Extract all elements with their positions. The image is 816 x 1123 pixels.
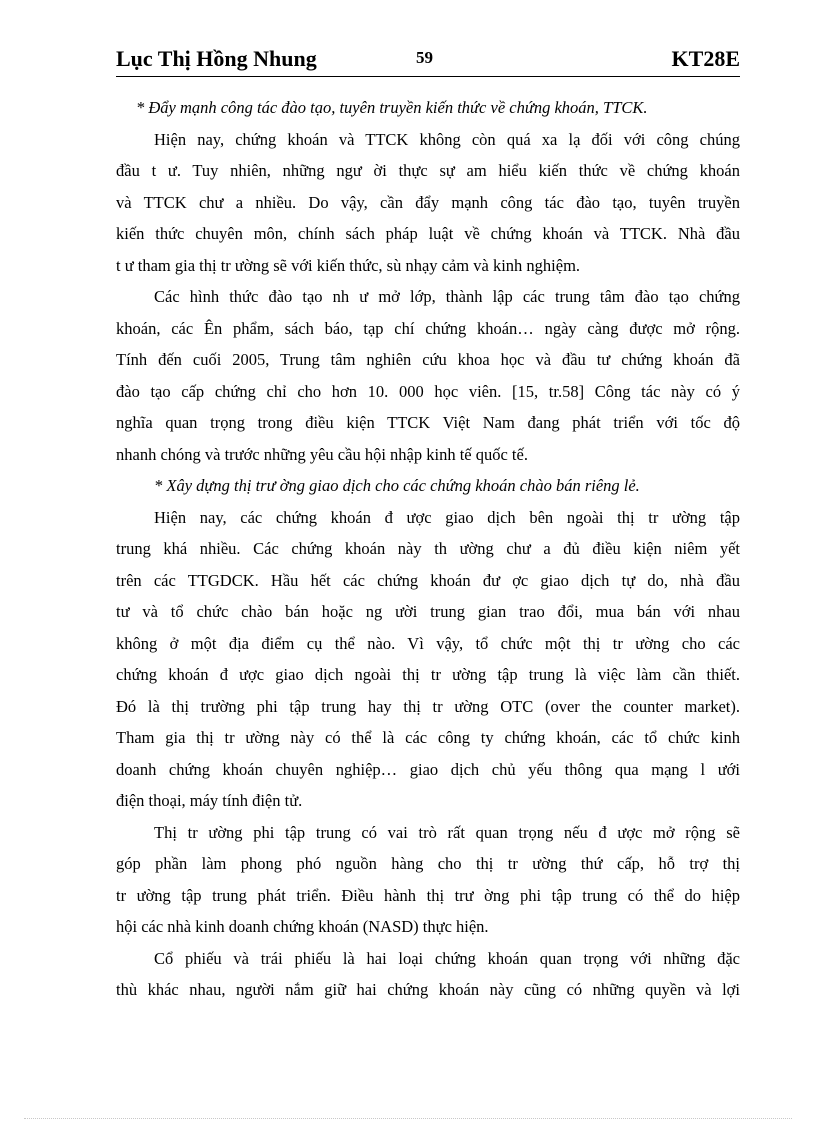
paragraph-line: nhanh chóng và trước những yêu cầu hội nhập kinh tế quốc tế. <box>116 444 528 464</box>
paragraph-line: đầu t ư. Tuy nhiên, những ngư ời thực sự am hiểu kiến thức về chứng khoán <box>116 161 740 180</box>
paragraph-line: Tính đến cuối 2005, Trung tâm nghiên cứu khoa học và đầu tư chứng khoán đã <box>116 350 740 369</box>
paragraph-line: tr ường tập trung phát triển. Điều hành thị trư ờng phi tập trung có thể do hiệp <box>116 885 740 905</box>
paragraph-line: trên các TTGDCK. Hầu hết các chứng khoán đư ợc giao dịch tự do, nhà đầu <box>116 570 740 590</box>
paragraph-line: Hiện nay, chứng khoán và TTCK không còn quá xa lạ đối với công chúng <box>154 129 740 149</box>
paragraph-line: kiến thức chuyên môn, chính sách pháp luật về chứng khoán và TTCK. Nhà đầu <box>116 224 740 243</box>
page-header <box>116 44 740 80</box>
body-text <box>116 92 740 1006</box>
paragraph-line: và TTCK chư a nhiều. Do vậy, cần đẩy mạnh công tác đào tạo, tuyên truyền <box>116 192 740 212</box>
paragraph-line: Thị tr ường phi tập trung có vai trò rất quan trọng nếu đ ược mở rộng sẽ <box>154 822 740 842</box>
section-heading-training: * Đẩy mạnh công tác đào tạo, tuyên truyền kiến thức về chứng khoán, TTCK. <box>136 98 648 117</box>
header-rule <box>116 76 740 77</box>
author-name: Lục Thị Hồng Nhung <box>116 46 317 71</box>
section-heading-otc-market: * Xây dựng thị trư ờng giao dịch cho các chứng khoán chào bán riêng lẻ. <box>154 476 640 495</box>
paragraph-line: doanh chứng khoán chuyên nghiệp… giao dịch chủ yếu thông qua mạng l ưới <box>116 759 740 779</box>
paragraph-line: Tham gia thị tr ường này có thể là các công ty chứng khoán, các tổ chức kinh <box>116 728 740 747</box>
paragraph-line: trung khá nhiều. Các chứng khoán này th ường chư a đủ điều kiện niêm yết <box>116 539 740 558</box>
paragraph-line: Các hình thức đào tạo nh ư mở lớp, thành lập các trung tâm đào tạo chứng <box>154 287 740 306</box>
paragraph-line: Đó là thị trường phi tập trung hay thị tr ường OTC (over the counter market). <box>116 696 740 716</box>
paragraph-line: tư và tổ chức chào bán hoặc ng ười trung gian trao đổi, mua bán với nhau <box>116 602 740 621</box>
paragraph-line: Hiện nay, các chứng khoán đ ược giao dịch bên ngoài thị tr ường tập <box>154 507 740 527</box>
paragraph-line: Cổ phiếu và trái phiếu là hai loại chứng khoán quan trọng với những đặc <box>154 948 740 968</box>
paragraph-line: t ư tham gia thị tr ường sẽ với kiến thức, sù nhạy cảm và kinh nghiệm. <box>116 255 581 275</box>
paragraph-line: góp phần làm phong phó nguồn hàng cho thị tr ường thứ cấp, hỗ trợ thị <box>116 854 740 873</box>
paragraph-line: điện thoại, máy tính điện tử. <box>116 791 303 810</box>
paragraph-line: nghĩa quan trọng trong điều kiện TTCK Việt Nam đang phát triển với tốc độ <box>116 413 740 432</box>
page-number: 59 <box>416 48 433 67</box>
paragraph-line: hội các nhà kinh doanh chứng khoán (NASD) thực hiện. <box>116 917 489 936</box>
paragraph-line: đào tạo cấp chứng chỉ cho hơn 10. 000 học viên. [15, tr.58] Công tác này có ý <box>116 381 740 401</box>
paragraph-line: chứng khoán đ ược giao dịch ngoài thị tr ường tập trung là việc làm cần thiết. <box>116 665 740 684</box>
document-code: KT28E <box>671 46 740 71</box>
paragraph-line: thù khác nhau, người nắm giữ hai chứng khoán này cũng có những quyền và lợi <box>116 980 740 999</box>
page-bottom-dotted-border <box>24 1118 792 1119</box>
paragraph-line: không ở một địa điểm cụ thể nào. Vì vậy, tổ chức một thị tr ường cho các <box>116 633 740 653</box>
paragraph-line: khoán, các Ên phẩm, sách báo, tạp chí chứng khoán… ngày càng được mở rộng. <box>116 318 740 338</box>
